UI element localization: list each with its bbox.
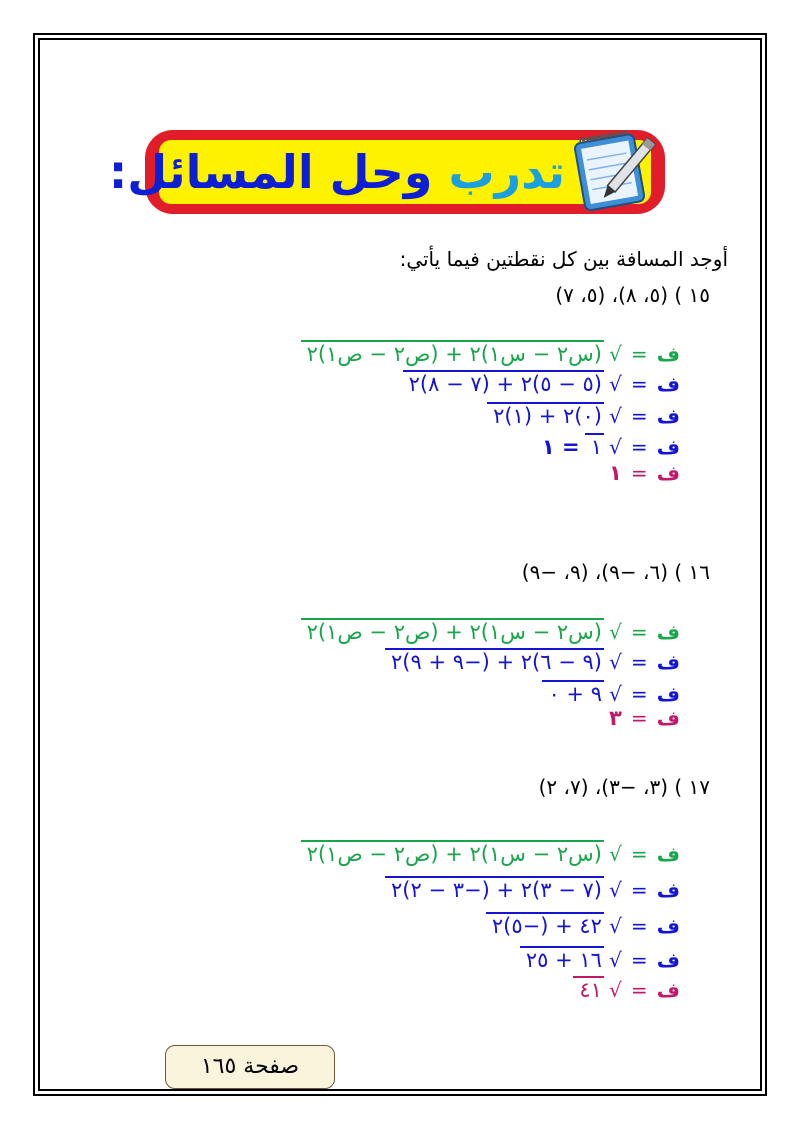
problem-15-line-4: ف = √ ١ = ١ (541, 435, 680, 459)
problem-17-line-4: ف = √ ١٦ + ٢٥ (520, 946, 680, 972)
result: ١ (608, 461, 622, 485)
problem-17-line-5: ف = √ ٤١ (573, 976, 680, 1002)
f-variable: ف (656, 620, 680, 644)
radicand: (س٢ − س١)٢ + (ص٢ − ص١)٢ (301, 840, 604, 866)
radicand: (س٢ − س١)٢ + (ص٢ − ص١)٢ (301, 618, 604, 644)
f-variable: ف (656, 914, 680, 938)
banner-title-word1: تدرب (448, 145, 565, 199)
result: = ١ (541, 435, 580, 459)
f-variable: ف (656, 372, 680, 396)
problem-16-line-2: ف = √ (٩ − ٦)٢ + (−٩ + ٩)٢ (385, 648, 680, 674)
section-banner (108, 130, 665, 214)
banner-title-word2: وحل المسائل: (108, 145, 433, 199)
f-variable: ف (656, 706, 680, 730)
f-variable: ف (656, 842, 680, 866)
f-variable: ف (656, 978, 680, 1002)
problem-16-label: ١٦ ) (٦، −٩)، (٩، −٩) (521, 560, 710, 584)
result: ٣ (608, 706, 622, 730)
f-variable: ف (656, 878, 680, 902)
f-variable: ف (656, 461, 680, 485)
radicand: (٥ − ٥)٢ + (٧ − ٨)٢ (403, 370, 604, 396)
radicand: ٤١ (573, 976, 604, 1002)
f-variable: ف (656, 948, 680, 972)
problem-17-label: ١٧ ) (٣، −٣)، (٧، ٢) (538, 775, 710, 799)
radicand: ١ (585, 433, 604, 459)
radicand: (٠)٢ + (١)٢ (487, 402, 604, 428)
problem-16-line-1: ف = √ (س٢ − س١)٢ + (ص٢ − ص١)٢ (301, 618, 680, 644)
problem-15-line-5: ف = ١ (608, 461, 680, 485)
page-number-box: صفحة ١٦٥ (165, 1045, 335, 1089)
radicand: ٤٢ + (−٥)٢ (486, 912, 604, 938)
radicand: ٩ + ٠ (542, 680, 604, 706)
f-variable: ف (656, 404, 680, 428)
problem-15-line-1: ف = √ (س٢ − س١)٢ + (ص٢ − ص١)٢ (301, 340, 680, 366)
notepad-pen-icon (565, 124, 657, 214)
problem-15-label: ١٥ ) (٥، ٨)، (٥، ٧) (555, 283, 710, 307)
radicand: (س٢ − س١)٢ + (ص٢ − ص١)٢ (301, 340, 604, 366)
f-variable: ف (656, 342, 680, 366)
problem-15-line-2: ف = √ (٥ − ٥)٢ + (٧ − ٨)٢ (403, 370, 680, 396)
f-variable: ف (656, 435, 680, 459)
problem-16-line-3: ف = √ ٩ + ٠ (542, 680, 680, 706)
problem-17-line-1: ف = √ (س٢ − س١)٢ + (ص٢ − ص١)٢ (301, 840, 680, 866)
banner-title (108, 142, 565, 202)
instruction-text: أوجد المسافة بين كل نقطتين فيما يأتي: (399, 247, 728, 271)
radicand: ١٦ + ٢٥ (520, 946, 604, 972)
problem-17-line-3: ف = √ ٤٢ + (−٥)٢ (486, 912, 680, 938)
problem-16-line-4: ف = ٣ (608, 706, 680, 730)
radicand: (٩ − ٦)٢ + (−٩ + ٩)٢ (385, 648, 604, 674)
f-variable: ف (656, 682, 680, 706)
radicand: (٧ − ٣)٢ + (−٣ − ٢)٢ (385, 876, 604, 902)
f-variable: ف (656, 650, 680, 674)
problem-15-line-3: ف = √ (٠)٢ + (١)٢ (487, 402, 680, 428)
problem-17-line-2: ف = √ (٧ − ٣)٢ + (−٣ − ٢)٢ (385, 876, 680, 902)
